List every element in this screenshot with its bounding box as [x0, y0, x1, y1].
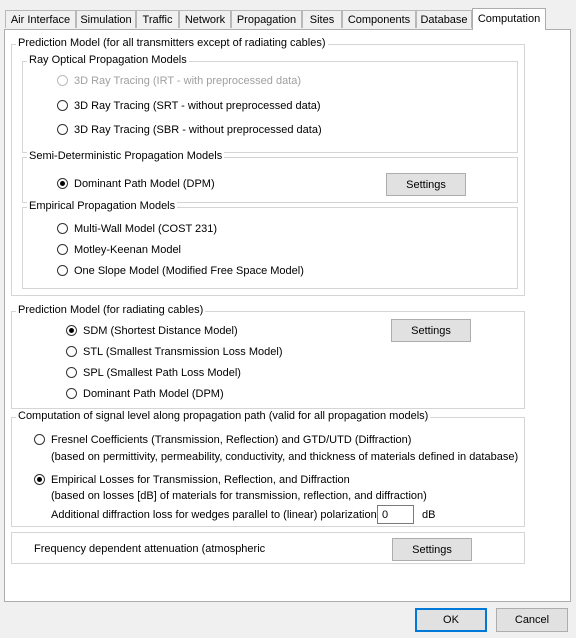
radio-button[interactable] [57, 75, 68, 86]
tab-simulation[interactable] [76, 10, 136, 28]
tab-label: Simulation [80, 14, 132, 26]
radio-label: SPL (Smallest Path Loss Model) [83, 367, 241, 379]
computation-panel [4, 29, 571, 602]
radio-label: Fresnel Coefficients (Transmission, Reflection) and GTD/UTD (Diffraction) [51, 434, 412, 446]
radio-label: Empirical Losses for Transmission, Reflection, and Diffraction [51, 474, 350, 486]
radio-button[interactable] [66, 346, 77, 357]
tab-computation[interactable] [472, 8, 546, 30]
radio-label: One Slope Model (Modified Free Space Model) [74, 265, 304, 277]
radio-label: Multi-Wall Model (COST 231) [74, 223, 218, 235]
empirical-description: (based on losses [dB] of materials for transmission, reflection, and diffraction) [51, 490, 427, 502]
ray-optical-group [22, 54, 518, 153]
radio-label: STL (Smallest Transmission Loss Model) [83, 346, 283, 358]
group-title: Prediction Model (for radiating cables) [18, 304, 204, 316]
radio-button[interactable] [34, 474, 45, 485]
tab-label: Propagation [236, 14, 297, 26]
radio-label: Dominant Path Model (DPM) [83, 388, 224, 400]
radio-label: Dominant Path Model (DPM) [74, 178, 215, 190]
radio-button[interactable] [57, 178, 68, 189]
radio-button[interactable] [66, 325, 77, 336]
prediction-model-group [11, 37, 525, 296]
radio-button[interactable] [57, 244, 68, 255]
group-title: Semi-Deterministic Propagation Models [29, 150, 223, 162]
frequency-settings-button[interactable]: Settings [392, 538, 472, 561]
radio-button[interactable] [57, 223, 68, 234]
semi-deterministic-group [22, 150, 518, 203]
radio-label: SDM (Shortest Distance Model) [83, 325, 238, 337]
tab-label: Air Interface [10, 14, 71, 26]
frequency-group [11, 532, 525, 564]
tab-label: Network [184, 14, 226, 26]
tab-propagation[interactable] [231, 10, 302, 28]
radio-label: 3D Ray Tracing (SRT - without preprocessed data) [74, 100, 321, 112]
tab-traffic[interactable] [136, 10, 179, 28]
signal-level-group [11, 410, 525, 527]
group-title: Computation of signal level along propagation path (valid for all propagation models) [18, 410, 429, 422]
diffraction-loss-input[interactable] [377, 505, 414, 524]
tab-database[interactable] [416, 10, 472, 28]
radio-button[interactable] [57, 100, 68, 111]
radio-button[interactable] [57, 124, 68, 135]
group-title: Empirical Propagation Models [29, 200, 176, 212]
tab-network[interactable] [179, 10, 231, 28]
ok-button[interactable]: OK [415, 608, 487, 632]
tab-components[interactable] [342, 10, 416, 28]
fresnel-description: (based on permittivity, permeability, conductivity, and thickness of materials defined in database) [51, 451, 519, 463]
tab-label: Computation [477, 13, 541, 25]
radio-label: 3D Ray Tracing (SBR - without preprocessed data) [74, 124, 322, 136]
radio-button[interactable] [66, 367, 77, 378]
radio-label: Motley-Keenan Model [74, 244, 182, 256]
radio-button[interactable] [57, 265, 68, 276]
cable-settings-button[interactable]: Settings [391, 319, 471, 342]
group-title: Prediction Model (for all transmitters except of radiating cables) [18, 37, 326, 49]
radio-label: 3D Ray Tracing (IRT - with preprocessed data) [74, 75, 302, 87]
diffraction-loss-label: Additional diffraction loss for wedges parallel to (linear) polarization [51, 509, 377, 521]
tab-label: Sites [309, 14, 335, 26]
group-title: Ray Optical Propagation Models [29, 54, 187, 66]
empirical-group [22, 200, 518, 289]
tab-label: Components [347, 14, 411, 26]
dpm-settings-button[interactable]: Settings [386, 173, 466, 196]
cancel-button[interactable]: Cancel [496, 608, 568, 632]
tab-sites[interactable] [302, 10, 342, 28]
tab-label: Database [420, 14, 468, 26]
radio-button[interactable] [34, 434, 45, 445]
frequency-label: Frequency dependent attenuation (atmospheric [34, 543, 266, 555]
tab-label: Traffic [142, 14, 173, 26]
diffraction-unit: dB [422, 509, 436, 521]
tab-air-interface[interactable] [5, 10, 76, 28]
radiating-cables-group [11, 304, 525, 409]
radio-button[interactable] [66, 388, 77, 399]
